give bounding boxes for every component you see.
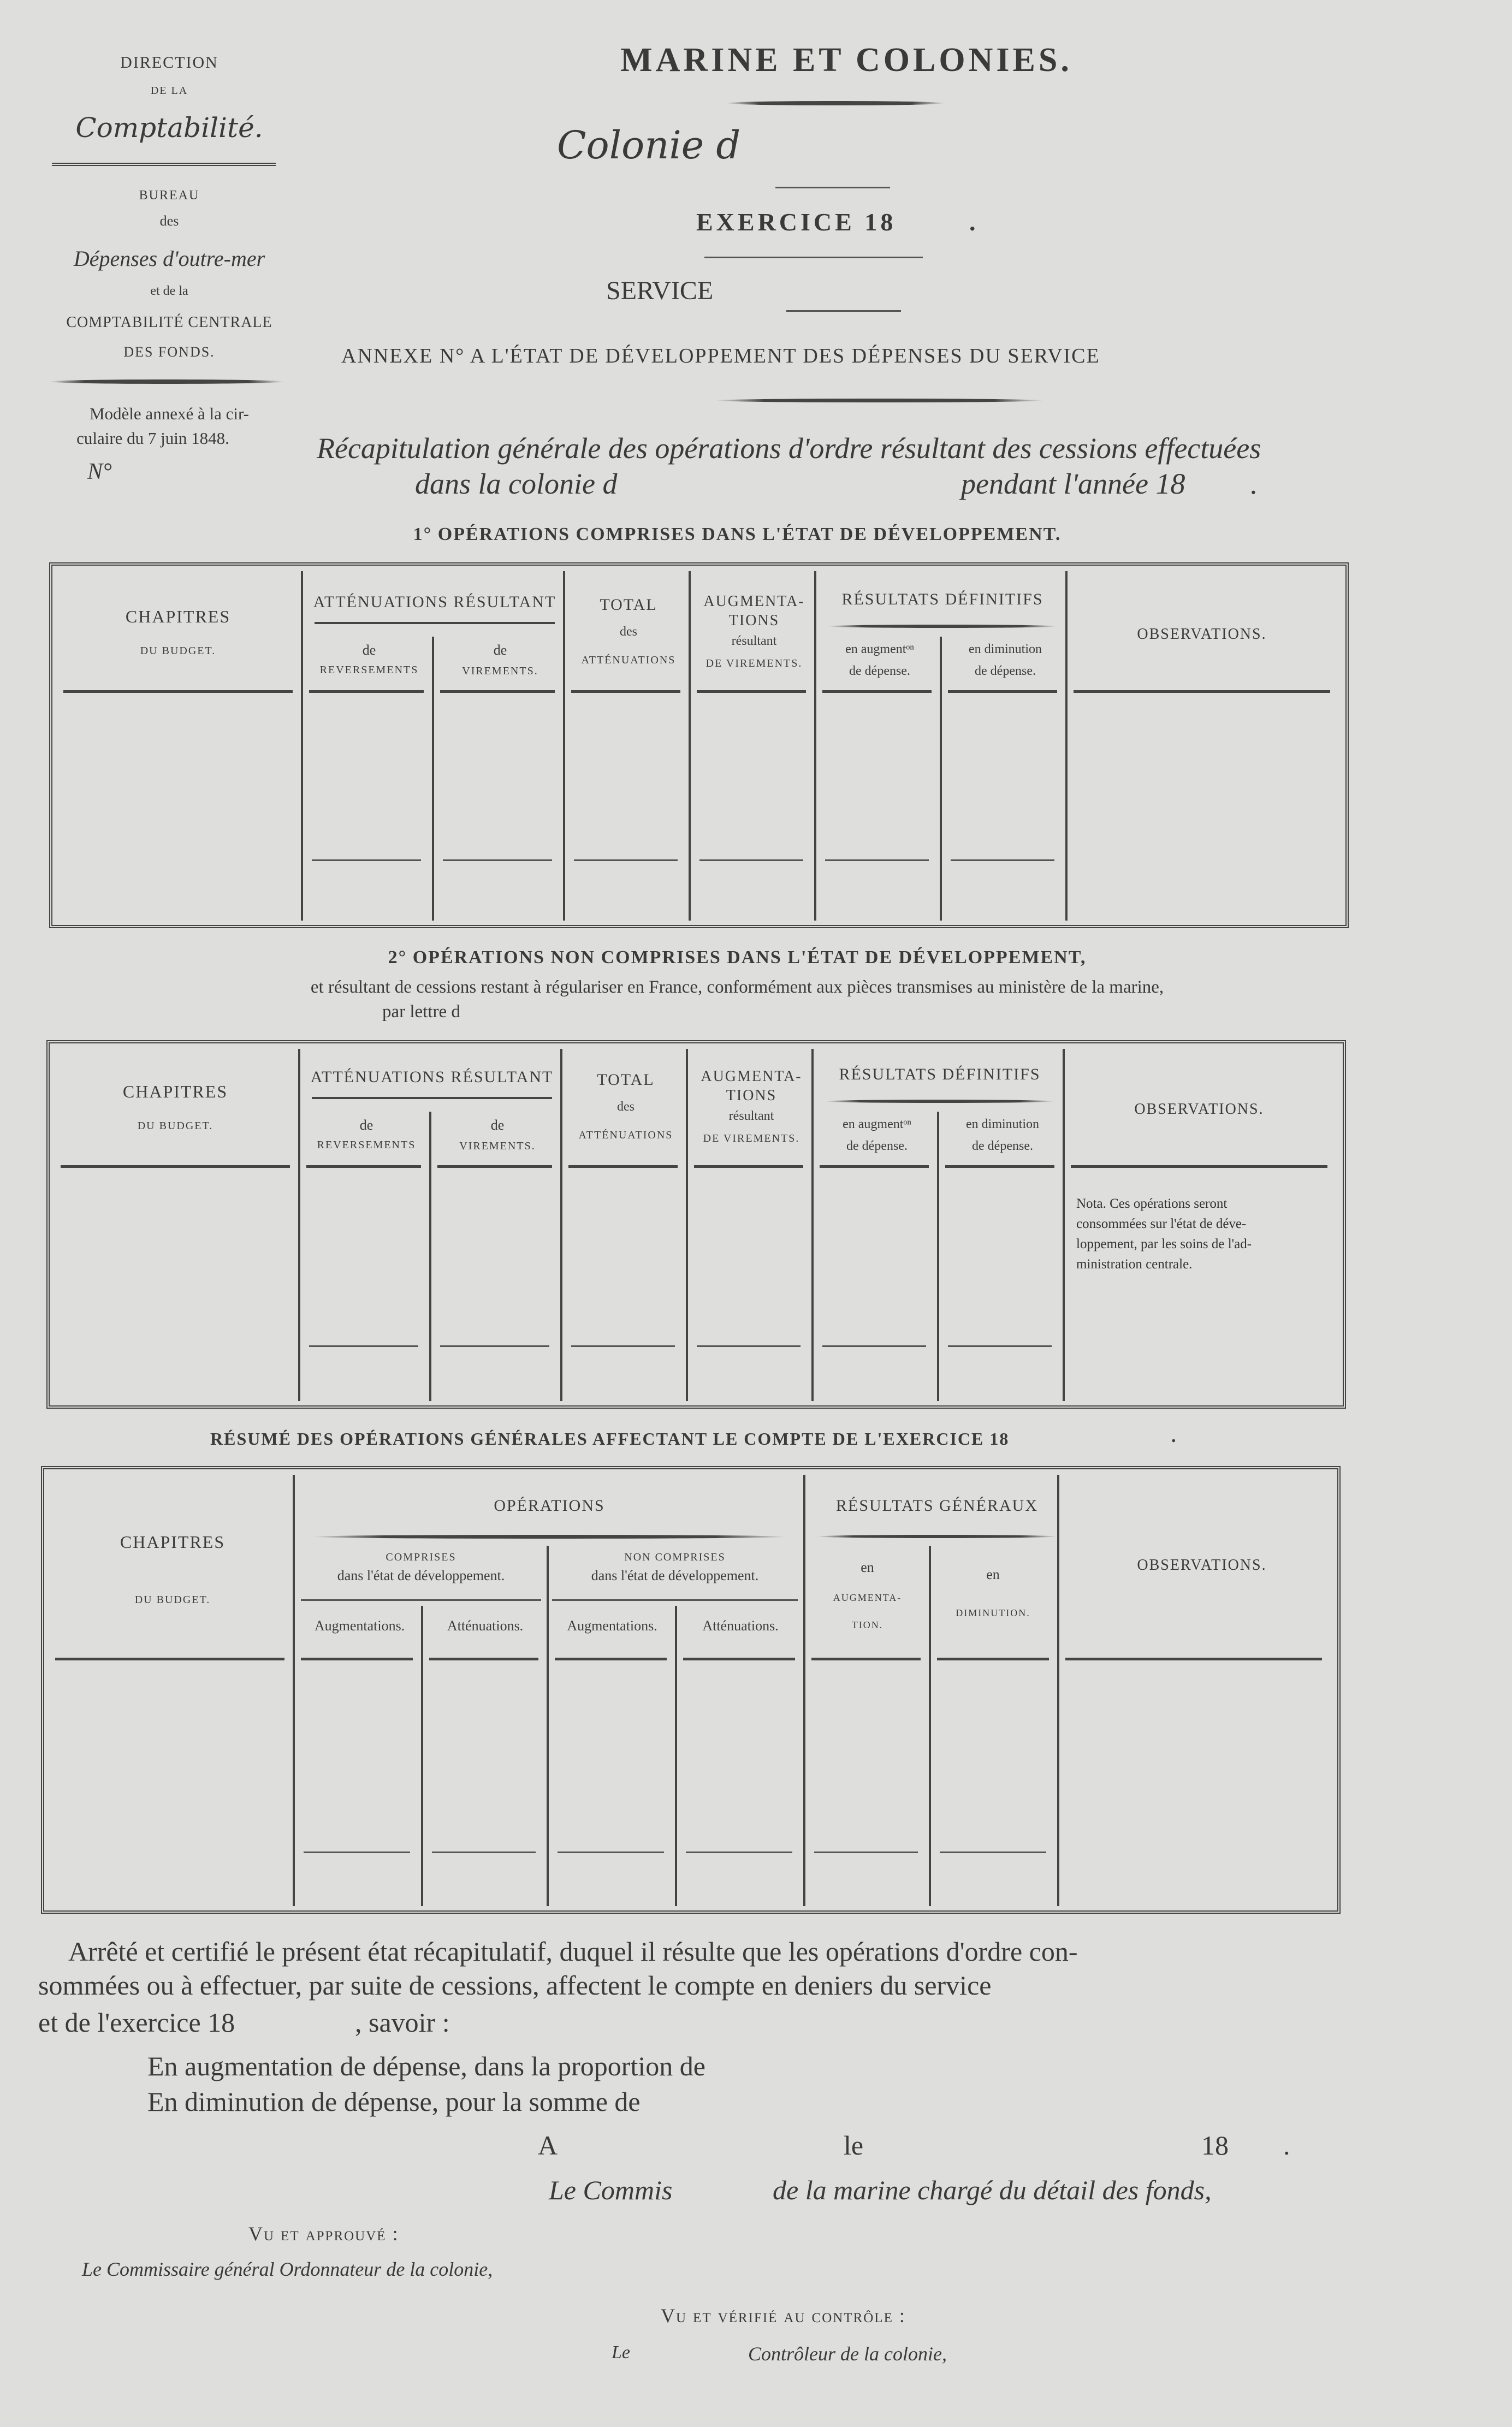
exercice-label: EXERCICE 18 [696, 208, 897, 236]
header-rule [568, 1165, 678, 1168]
commissaire-label: Le Commissaire général Ordonnateur de la colonie, [82, 2258, 493, 2280]
col-de-depense-1: de dépense. [846, 1139, 908, 1153]
col-total-des: des [617, 1100, 635, 1114]
col-divider [560, 1049, 562, 1401]
col-augmenta-tion-1: AUGMENTA- [833, 1592, 902, 1603]
col-du-budget: DU BUDGET. [140, 645, 216, 657]
col-de-2: de [493, 642, 507, 658]
col-de-depense-1: de dépense. [849, 664, 910, 678]
comptabilite-label: Comptabilité. [75, 112, 263, 144]
col-en-augmentation: en augmentᵒⁿ [843, 1117, 911, 1131]
col-attenuations-1: Atténuations. [447, 1618, 524, 1634]
recap-dot: . [1250, 467, 1258, 500]
col-virements: VIREMENTS. [462, 665, 538, 677]
annexe-label: ANNEXE N° A L'ÉTAT DE DÉVELOPPEMENT DES DÉPENSES DU SERVICE [341, 345, 1100, 367]
col-divider [301, 571, 303, 921]
col-divider [1065, 571, 1068, 921]
col-compris: COMPRISES [386, 1551, 456, 1563]
nota-line3: loppement, par les soins de l'ad- [1076, 1237, 1252, 1251]
col-divider [547, 1546, 549, 1906]
col-resultant: résultant [731, 634, 777, 648]
col-divider [929, 1546, 931, 1906]
rule [775, 187, 890, 188]
bureau-label: BUREAU [139, 188, 200, 203]
col-total: TOTAL [597, 1071, 655, 1089]
le-label: Le [612, 2342, 630, 2363]
header-rule [811, 1658, 921, 1660]
comptabilite-centrale-label: COMPTABILITÉ CENTRALE [66, 314, 272, 331]
place-le: le [844, 2130, 864, 2161]
header-rule [945, 1165, 1054, 1168]
col-en-2: en [986, 1566, 1000, 1582]
col-observations: OBSERVATIONS. [1137, 1557, 1267, 1574]
exercice-dot: . [969, 208, 976, 236]
section2-line2: et résultant de cessions restant à régulariser en France, conformément aux pièces transmises au ministère de la marine, [310, 977, 1164, 997]
direction-label: DIRECTION [120, 54, 218, 72]
col-de-depense-2: de dépense. [972, 1139, 1033, 1153]
total-rule [825, 859, 929, 861]
col-divider [429, 1112, 431, 1401]
total-rule [558, 1852, 664, 1853]
section2-line3: par lettre d [382, 1002, 460, 1022]
col-divider [937, 1112, 939, 1401]
divider [52, 163, 276, 166]
table-operations-non-comprises [46, 1040, 1346, 1409]
header-rule [948, 690, 1057, 693]
col-total: TOTAL [600, 596, 657, 614]
col-compris-dans-etat: dans l'état de développement. [337, 1568, 505, 1583]
col-diminution: DIMINUTION. [956, 1607, 1030, 1618]
arrete-line3b: , savoir : [355, 2007, 450, 2038]
col-divider [293, 1475, 295, 1906]
header-rule [820, 1165, 929, 1168]
total-rule [697, 1345, 801, 1347]
header-rule [312, 1097, 552, 1099]
total-rule [571, 1345, 675, 1347]
col-de-virements: DE VIREMENTS. [705, 657, 803, 669]
charge-label: de la marine chargé du détail des fonds, [773, 2175, 1212, 2205]
col-chapitres: CHAPITRES [122, 1082, 228, 1101]
col-du-budget: DU BUDGET. [137, 1120, 214, 1132]
header-rule [822, 690, 932, 693]
header-ornament [828, 625, 1057, 628]
date-dot: . [1283, 2130, 1290, 2161]
depenses-outre-mer-label: Dépenses d'outre-mer [73, 246, 265, 271]
augmentation-line: En augmentation de dépense, dans la proportion de [147, 2051, 705, 2081]
rule [786, 310, 901, 312]
col-attenuations-resultant: ATTÉNUATIONS RÉSULTANT [310, 1068, 554, 1086]
header-rule [315, 622, 555, 624]
col-resultats-definitifs: RÉSULTATS DÉFINITIFS [841, 590, 1043, 608]
col-divider [298, 1049, 300, 1401]
col-divider [803, 1475, 805, 1906]
col-total-attenuations: ATTÉNUATIONS [581, 654, 676, 666]
total-rule [814, 1852, 918, 1853]
col-attenuations-resultant: ATTÉNUATIONS RÉSULTANT [313, 593, 556, 611]
col-de-1: de [359, 1117, 373, 1133]
total-rule [312, 859, 421, 861]
header-ornament [825, 1100, 1054, 1103]
col-divider [1057, 1475, 1059, 1906]
modele-line1: Modèle annexé à la cir- [89, 404, 249, 423]
des-fonds-label: DES FONDS. [123, 344, 215, 360]
col-resultats-definitifs: RÉSULTATS DÉFINITIFS [839, 1065, 1041, 1083]
ornament [49, 379, 284, 384]
col-virements: VIREMENTS. [459, 1140, 536, 1152]
service-label: SERVICE [606, 276, 714, 305]
col-attenuations-2: Atténuations. [702, 1618, 779, 1634]
col-divider [811, 1049, 814, 1401]
header-ornament [817, 1535, 1057, 1538]
col-augmenta-tion-2: TION. [851, 1619, 884, 1630]
nota-text [1076, 1194, 1333, 1274]
col-divider [432, 637, 434, 921]
col-divider [563, 571, 565, 921]
header-rule [55, 1658, 284, 1660]
col-divider [689, 571, 691, 921]
arrete-line3a: et de l'exercice 18 [38, 2007, 235, 2038]
total-rule [940, 1852, 1046, 1853]
diminution-line: En diminution de dépense, pour la somme de [147, 2086, 641, 2117]
col-augmenta: AUGMENTA- [701, 1068, 802, 1085]
header-rule [437, 1165, 552, 1168]
header-rule [937, 1658, 1049, 1660]
col-chapitres: CHAPITRES [125, 607, 231, 626]
total-rule [699, 859, 803, 861]
colonie-label: Colonie d [557, 123, 741, 168]
date-18: 18 [1201, 2130, 1229, 2161]
page-title: MARINE ET COLONIES. [620, 41, 1072, 79]
nota-line2: consommées sur l'état de déve- [1076, 1217, 1247, 1231]
place-a: A [538, 2130, 558, 2161]
col-du-budget: DU BUDGET. [134, 1594, 211, 1606]
vu-approuve-label: Vu et approuvé : [248, 2223, 399, 2245]
nota-line1: Nota. Ces opérations seront [1076, 1196, 1228, 1211]
col-chapitres: CHAPITRES [120, 1532, 226, 1552]
col-reversements: REVERSEMENTS [317, 1139, 416, 1151]
col-divider [940, 637, 942, 921]
arrete-line1: Arrêté et certifié le présent état récapitulatif, duquel il résulte que les opérations d'ordre con- [68, 1936, 1078, 1967]
section2-title: 2° OPÉRATIONS NON COMPRISES DANS L'ÉTAT DE DÉVELOPPEMENT, [388, 947, 1087, 968]
col-en-augmentation: en augmentᵒⁿ [845, 642, 914, 656]
header-rule [697, 690, 806, 693]
col-total-attenuations: ATTÉNUATIONS [578, 1129, 673, 1141]
col-observations: OBSERVATIONS. [1134, 1101, 1264, 1118]
header-rule [555, 1658, 667, 1660]
col-augmentations-1: Augmentations. [314, 1618, 405, 1634]
header-rule [429, 1658, 538, 1660]
col-de-2: de [490, 1117, 505, 1133]
total-rule [443, 859, 552, 861]
header-rule [571, 690, 680, 693]
header-ornament [312, 1535, 787, 1539]
de-la-label: DE LA [150, 85, 188, 97]
recap-line2a: dans la colonie d [415, 467, 618, 500]
header-rule [1071, 1165, 1327, 1168]
col-divider [421, 1606, 423, 1906]
recap-line2b: pendant l'année 18 [961, 467, 1185, 500]
controleur-label: Contrôleur de la colonie, [748, 2343, 947, 2365]
nota-line4: ministration centrale. [1076, 1257, 1193, 1272]
total-rule [686, 1852, 792, 1853]
total-rule [951, 859, 1054, 861]
total-rule [822, 1345, 926, 1347]
col-augmentations-2: Augmentations. [567, 1618, 657, 1634]
table-operations-comprises [49, 562, 1349, 928]
col-en-diminution: en diminution [966, 1117, 1039, 1131]
col-de-depense-2: de dépense. [975, 664, 1036, 678]
col-total-des: des [620, 625, 637, 639]
col-de-virements: DE VIREMENTS. [703, 1132, 800, 1144]
header-rule [1074, 690, 1330, 693]
total-rule [309, 1345, 418, 1347]
col-observations: OBSERVATIONS. [1137, 626, 1267, 643]
total-rule [948, 1345, 1052, 1347]
col-divider [1063, 1049, 1065, 1401]
table-resume [41, 1466, 1341, 1914]
col-divider [814, 571, 816, 921]
header-rule [552, 1599, 798, 1601]
col-resultant: résultant [728, 1109, 774, 1123]
et-de-la-label: et de la [150, 284, 188, 298]
section1-title: 1° OPÉRATIONS COMPRISES DANS L'ÉTAT DE DÉVELOPPEMENT. [413, 524, 1062, 544]
modele-line2: culaire du 7 juin 1848. [76, 429, 229, 448]
col-tions: TIONS [726, 1087, 777, 1104]
col-augmenta: AUGMENTA- [703, 593, 805, 610]
col-en-1: en [861, 1559, 874, 1575]
header-rule [301, 1658, 413, 1660]
header-rule [301, 1599, 541, 1601]
rule [704, 257, 923, 258]
col-reversements: REVERSEMENTS [319, 664, 419, 676]
header-rule [694, 1165, 803, 1168]
col-non-compris: NON COMPRISES [624, 1551, 726, 1563]
header-rule [63, 690, 293, 693]
col-tions: TIONS [728, 612, 780, 629]
col-en-diminution: en diminution [969, 642, 1042, 656]
numero-label: N° [87, 459, 112, 484]
header-rule [440, 690, 555, 693]
total-rule [304, 1852, 410, 1853]
title-ornament [726, 101, 945, 105]
total-rule [432, 1852, 536, 1853]
des-label: des [159, 213, 179, 229]
header-rule [306, 1165, 421, 1168]
header-rule [61, 1165, 290, 1168]
recap-line1: Récapitulation générale des opérations d'ordre résultant des cessions effectuées [317, 432, 1261, 465]
col-divider [686, 1049, 688, 1401]
annexe-ornament [715, 399, 1043, 402]
header-rule [1065, 1658, 1322, 1660]
col-divider [675, 1606, 677, 1906]
resume-title-dot: . [1171, 1426, 1176, 1446]
col-resultats-generaux: RÉSULTATS GÉNÉRAUX [835, 1497, 1038, 1515]
vu-verifie-label: Vu et vérifié au contrôle : [661, 2305, 906, 2327]
commis-label: Le Commis [549, 2175, 673, 2205]
header-rule [309, 690, 424, 693]
col-de-1: de [362, 642, 376, 658]
total-rule [440, 1345, 549, 1347]
arrete-line2: sommées ou à effectuer, par suite de cessions, affectent le compte en deniers du service [38, 1970, 992, 2001]
total-rule [574, 859, 678, 861]
resume-title: RÉSUMÉ DES OPÉRATIONS GÉNÉRALES AFFECTANT LE COMPTE DE L'EXERCICE 18 [210, 1429, 1010, 1449]
col-operations: OPÉRATIONS [494, 1497, 605, 1515]
header-rule [683, 1658, 795, 1660]
col-non-compris-dans-etat: dans l'état de développement. [591, 1568, 759, 1583]
